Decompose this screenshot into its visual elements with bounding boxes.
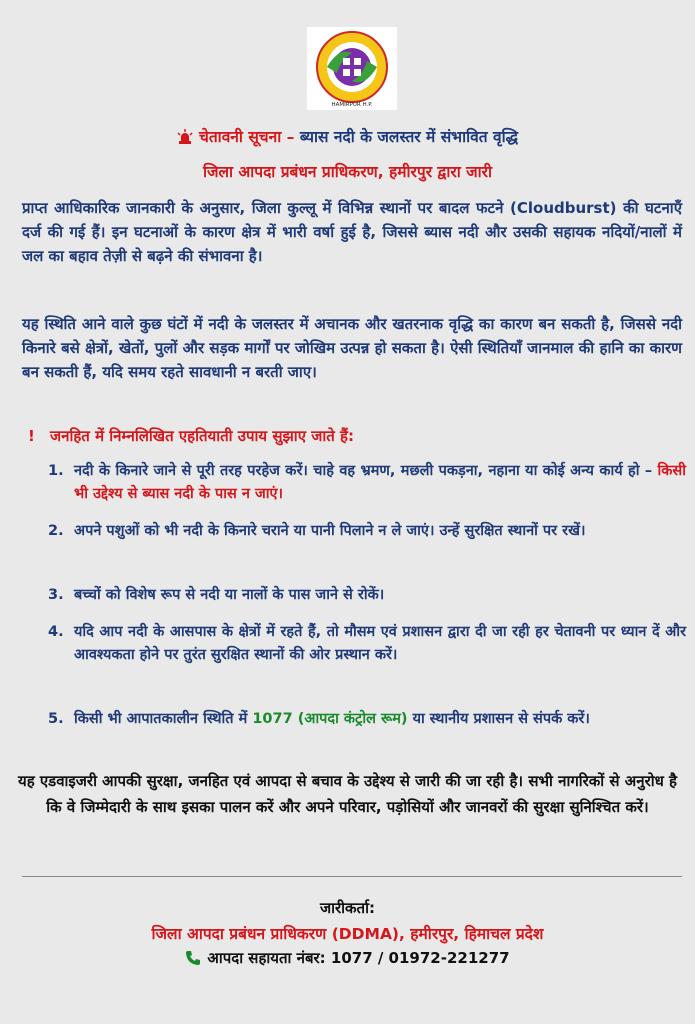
list-item-number: 5. xyxy=(48,711,64,727)
issued-by: जिला आपदा प्रबंधन प्राधिकरण, हमीरपुर द्वारा जारी xyxy=(203,163,492,181)
list-item xyxy=(48,708,686,731)
closing-statement: यह एडवाइजरी आपकी सुरक्षा, जनहित एवं आपदा से बचाव के उद्देश्य से जारी की जा रही है। सभी नागरिकों से अनुरोध है कि वे जिम्मेदारी के साथ इसका पालन करें और अपने परिवार, पड़ोसियों और जानवरों की सुरक्षा सुनिश्चित करें। xyxy=(18,772,677,816)
list-item-text-after: या स्थानीय प्रशासन से संपर्क करें। xyxy=(407,711,590,727)
notice-title xyxy=(0,125,695,147)
siren-icon xyxy=(177,129,193,145)
title-rest: ब्यास नदी के जलस्तर में संभावित वृद्धि xyxy=(294,128,518,146)
paragraph-2: यह स्थिति आने वाले कुछ घंटों में नदी के जलस्तर में अचानक और खतरनाक वृद्धि का कारण बन सकती है, जिससे नदी किनारे बसे क्षेत्रों, खेतों, पुलों और सड़क मार्गों पर जोखिम उत्पन्न हो सकता है। ऐसी स्थितियाँ जानमाल की हानि का कारण बन सकती हैं, यदि समय रहते सावधानी न बरती जाए। xyxy=(22,315,682,381)
list-item-text: यदि आप नदी के आसपास के क्षेत्रों में रहते हैं, तो मौसम एवं प्रशासन द्वारा दी जा रही हर चेतावनी पर ध्यान दें और आवश्यकता होने पर तुरंत सुरक्षित स्थानों की ओर प्रस्थान करें। xyxy=(74,624,686,663)
ddma-hamirpur-logo-icon xyxy=(309,29,395,109)
list-item-text: बच्चों को विशेष रूप से नदी या नालों के पास जाने से रोकें। xyxy=(74,587,385,603)
list-item xyxy=(48,520,686,543)
phone-icon xyxy=(185,950,201,966)
exclamation-icon: ! xyxy=(28,427,35,445)
list-item-text: अपने पशुओं को भी नदी के किनारे चराने या पानी पिलाने न ले जाएं। उन्हें सुरक्षित स्थानों पर रखें। xyxy=(74,523,586,539)
paragraph-1: प्राप्त आधिकारिक जानकारी के अनुसार, जिला कुल्लू में विभिन्न स्थानों पर बादल फटने (Cloudburst) की घटनाएँ दर्ज की गई हैं। इन घटनाओं के कारण क्षेत्र में भारी वर्षा हुई है, जिससे ब्यास नदी और उसकी सहायक नदियों/नालों में जल का बहाव तेज़ी से बढ़ने की संभावना है। xyxy=(22,199,682,265)
list-item xyxy=(48,621,686,667)
list-item-text: किसी भी आपातकालीन स्थिति में xyxy=(74,711,253,727)
title-prefix: चेतावनी सूचना – xyxy=(199,128,295,146)
svg-text:HAMIRPUR H.P.: HAMIRPUR H.P. xyxy=(331,101,373,108)
issuer-label: जारीकर्ता: xyxy=(320,899,375,917)
control-room-number: 1077 (आपदा कंट्रोल रूम) xyxy=(252,711,408,727)
list-item-number: 1. xyxy=(48,463,64,479)
list-item-number: 4. xyxy=(48,624,64,640)
issuer-name: जिला आपदा प्रबंधन प्राधिकरण (DDMA), हमीरपुर, हिमाचल प्रदेश xyxy=(151,925,544,943)
list-item xyxy=(48,584,686,607)
list-item-text: नदी के किनारे जाने से पूरी तरह परहेज करें। चाहे वह भ्रमण, मछली पकड़ना, नहाना या कोई अन्य कार्य हो – xyxy=(74,463,653,479)
precautions-heading xyxy=(28,426,354,446)
list-item-number: 3. xyxy=(48,587,64,603)
helpline-text: आपदा सहायता नंबर: 1077 / 01972-221277 xyxy=(207,949,510,967)
helpline xyxy=(0,948,695,968)
precautions-heading-text: जनहित में निम्नलिखित एहतियाती उपाय सुझाए जाते हैं: xyxy=(50,427,354,445)
list-item-number: 2. xyxy=(48,523,64,539)
divider xyxy=(22,876,682,877)
list-item xyxy=(48,460,686,506)
ddma-logo xyxy=(307,27,397,110)
list-item-highlight: किसी भी उद्देश्य से ब्यास नदी के पास न जाएं। xyxy=(74,463,686,502)
